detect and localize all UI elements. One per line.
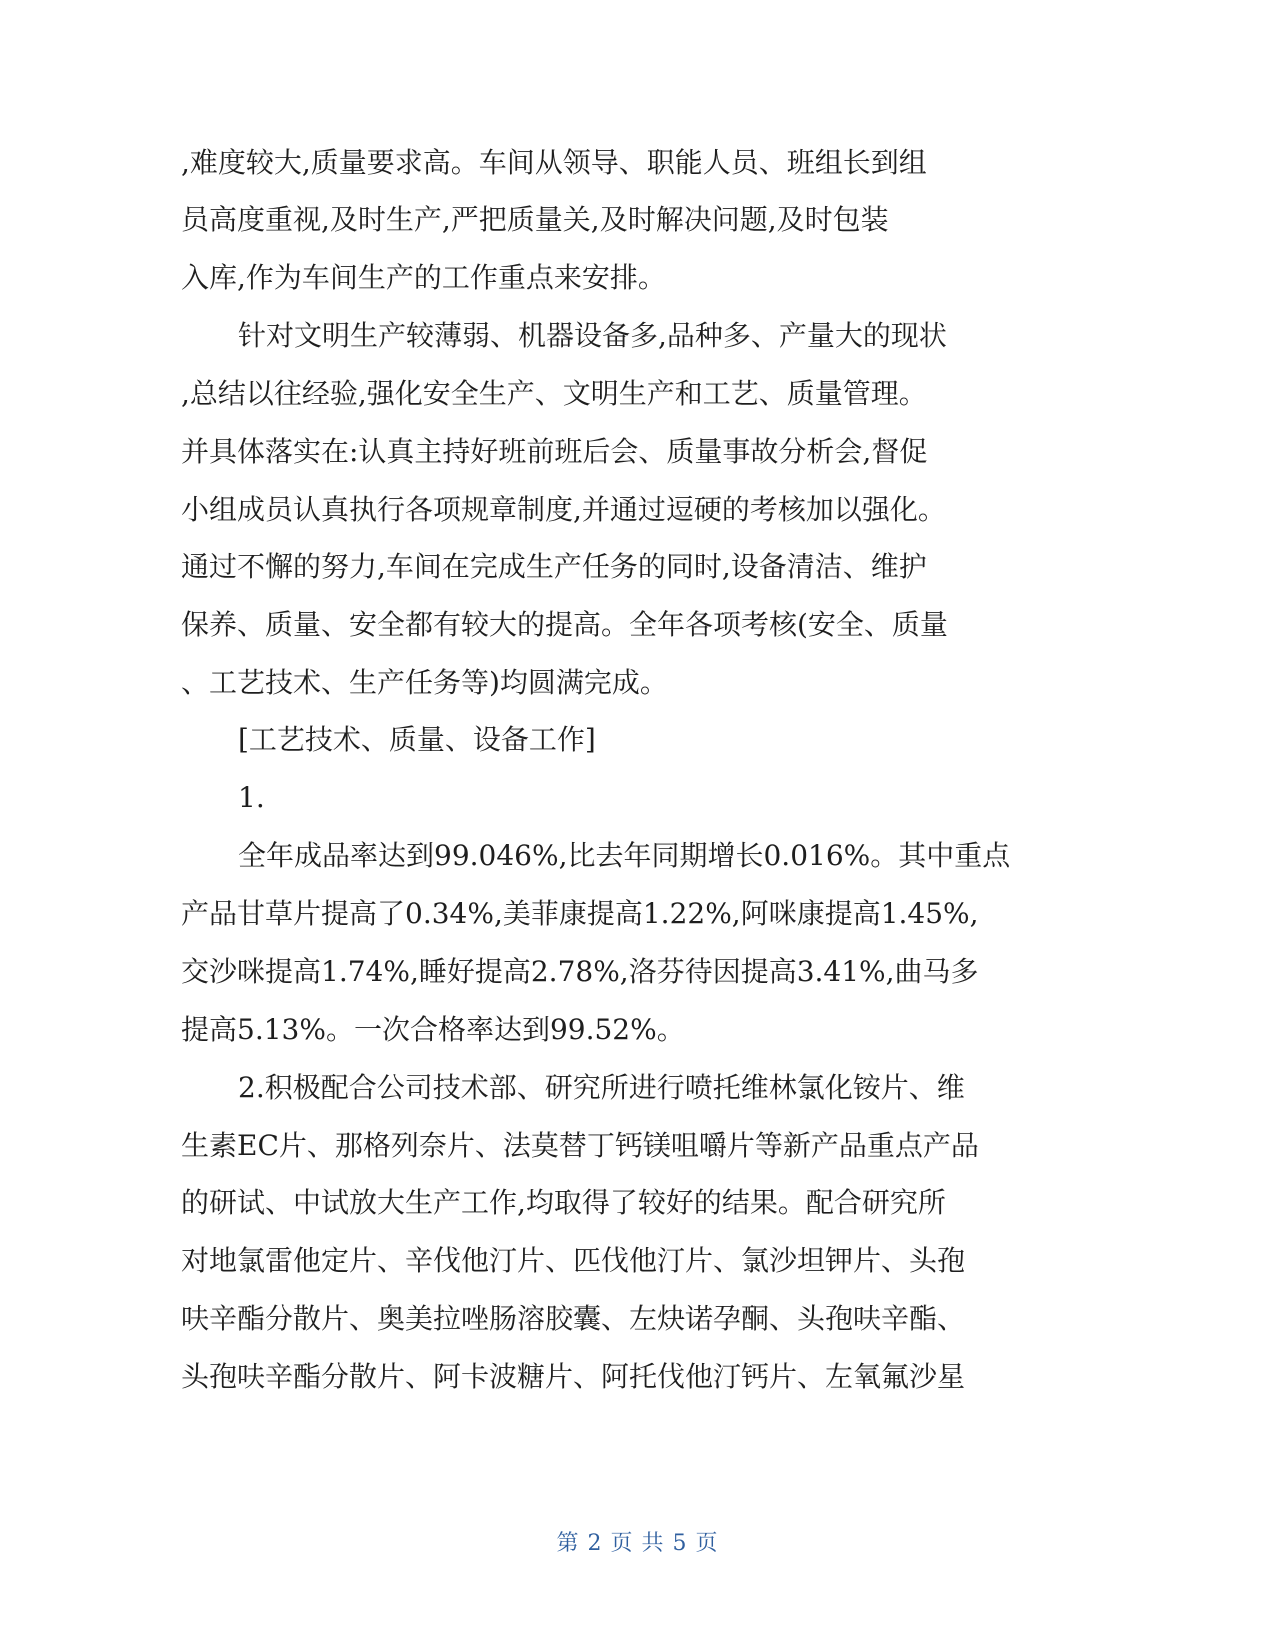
text-line — [0, 372, 1275, 416]
text-line-content: 并具体落实在:认真主持好班前班后会、质量事故分析会,督促 — [181, 435, 928, 468]
text-line — [0, 603, 1275, 647]
page-number-label: 第 2 页 共 5 页 — [556, 1531, 719, 1556]
text-line — [0, 1008, 1275, 1052]
text-line — [0, 1181, 1275, 1225]
text-line — [0, 950, 1275, 994]
text-line-content: 交沙咪提高1.74%,睡好提高2.78%,洛芬待因提高3.41%,曲马多 — [181, 955, 979, 988]
text-line — [0, 314, 1275, 358]
text-line — [0, 141, 1275, 185]
text-line — [0, 1355, 1275, 1399]
text-line — [0, 834, 1275, 878]
text-line-content: 对地氯雷他定片、辛伐他汀片、匹伐他汀片、氯沙坦钾片、头孢 — [181, 1244, 966, 1277]
text-line-content: 通过不懈的努力,车间在完成生产任务的同时,设备清洁、维护 — [181, 550, 927, 583]
text-line — [0, 1297, 1275, 1341]
section-heading-text: [工艺技术、质量、设备工作] — [238, 723, 596, 756]
text-line-content: 呋辛酯分散片、奥美拉唑肠溶胶囊、左炔诺孕酮、头孢呋辛酯、 — [181, 1302, 966, 1335]
text-line — [0, 892, 1275, 936]
text-line-content: 提高5.13%。一次合格率达到99.52%。 — [181, 1013, 685, 1046]
text-line-content: 生素EC片、那格列奈片、法莫替丁钙镁咀嚼片等新产品重点产品 — [181, 1129, 979, 1162]
text-line-content: 2.积极配合公司技术部、研究所进行喷托维林氯化铵片、维 — [238, 1071, 965, 1104]
list-number-text: 1. — [238, 781, 265, 814]
section-heading — [0, 718, 1275, 762]
text-line-content: 小组成员认真执行各项规章制度,并通过逗硬的考核加以强化。 — [181, 493, 946, 526]
text-line-content: 产品甘草片提高了0.34%,美菲康提高1.22%,阿咪康提高1.45%, — [181, 897, 979, 930]
text-line-content: 的研试、中试放大生产工作,均取得了较好的结果。配合研究所 — [181, 1186, 946, 1219]
text-line — [0, 430, 1275, 474]
text-line — [0, 661, 1275, 705]
text-line — [0, 256, 1275, 300]
text-line — [0, 545, 1275, 589]
text-line-content: 保养、质量、安全都有较大的提高。全年各项考核(安全、质量 — [181, 608, 948, 641]
list-number — [0, 776, 1275, 820]
text-line — [0, 488, 1275, 532]
text-line-content: 针对文明生产较薄弱、机器设备多,品种多、产量大的现状 — [238, 319, 947, 352]
text-line-content: ,总结以往经验,强化安全生产、文明生产和工艺、质量管理。 — [181, 377, 927, 410]
text-line — [0, 1124, 1275, 1168]
text-line-content: 员高度重视,及时生产,严把质量关,及时解决问题,及时包装 — [181, 203, 889, 236]
text-line — [0, 1066, 1275, 1110]
text-line-content: ,难度较大,质量要求高。车间从领导、职能人员、班组长到组 — [181, 146, 927, 179]
text-line-content: 、工艺技术、生产任务等)均圆满完成。 — [181, 666, 668, 699]
text-line-content: 入库,作为车间生产的工作重点来安排。 — [181, 261, 666, 294]
text-line-content: 全年成品率达到99.046%,比去年同期增长0.016%。其中重点 — [238, 839, 1011, 872]
text-line-content: 头孢呋辛酯分散片、阿卡波糖片、阿托伐他汀钙片、左氧氟沙星 — [181, 1360, 966, 1393]
text-line — [0, 198, 1275, 242]
text-line — [0, 1239, 1275, 1283]
page-number-footer — [0, 1528, 1275, 1560]
